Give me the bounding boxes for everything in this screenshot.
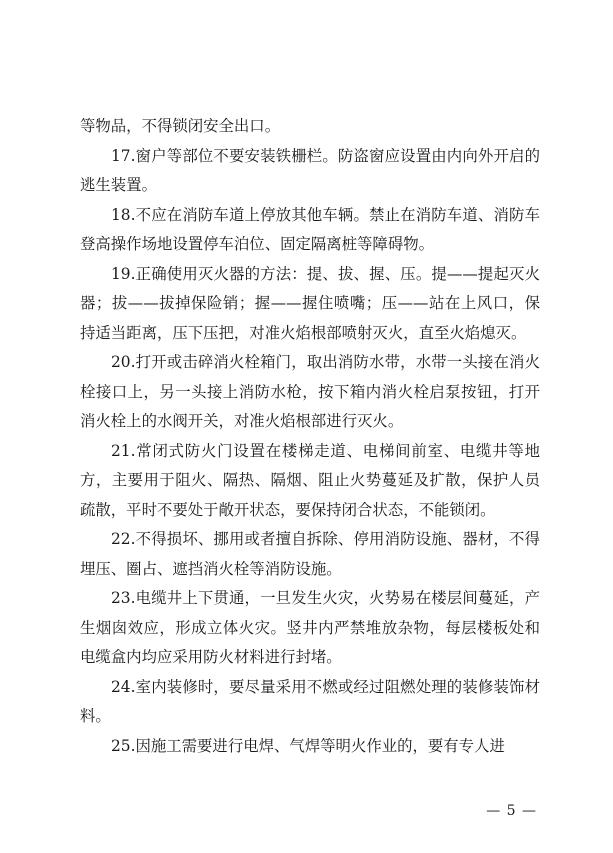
- paragraph: 18.不应在消防车道上停放其他车辆。禁止在消防车道、消防车登高操作场地设置停车泊位、固定隔离桩等障碍物。: [80, 205, 540, 253]
- paragraph: 22.不得损坏、挪用或者擅自拆除、停用消防设施、器材，不得埋压、圈占、遮挡消火栓等消防设施。: [80, 530, 540, 578]
- paragraph: 等物品，不得锁闭安全出口。: [80, 117, 281, 135]
- page-number: — 5 —: [486, 803, 537, 819]
- paragraph: 20.打开或击碎消火栓箱门，取出消防水带，水带一头接在消火栓接口上，另一头接上消防水枪，按下箱内消火栓启泵按钮，打开消火栓上的水阀开关，对准火焰根部进行灭火。: [80, 353, 540, 430]
- paragraph: 19.正确使用灭火器的方法：提、拔、握、压。提——提起灭火器；拔——拔掉保险销；握——握住喷嘴；压——站在上风口，保持适当距离，压下压把，对准火焰根部喷射灭火，直至火焰熄灭。: [80, 264, 540, 342]
- paragraph: 25.因施工需要进行电焊、气焊等明火作业的，要有专人进: [111, 736, 505, 755]
- paragraph: 24.室内装修时，要尽量采用不燃或经过阻燃处理的装修装饰材料。: [80, 677, 540, 725]
- body-text: [80, 112, 540, 761]
- paragraph: 23.电缆井上下贯通，一旦发生火灾，火势易在楼层间蔓延，产生烟囱效应，形成立体火灾。竖井内严禁堆放杂物，每层楼板处和电缆盒内均应采用防火材料进行封堵。: [80, 589, 540, 666]
- paragraph: 21.常闭式防火门设置在楼梯走道、电梯间前室、电缆井等地方，主要用于阻火、隔热、隔烟、阻止火势蔓延及扩散，保护人员疏散，平时不要处于敞开状态，要保持闭合状态，不能锁闭。: [80, 441, 540, 519]
- paragraph: 17.窗户等部位不要安装铁栅栏。防盗窗应设置由内向外开启的逃生装置。: [80, 146, 540, 194]
